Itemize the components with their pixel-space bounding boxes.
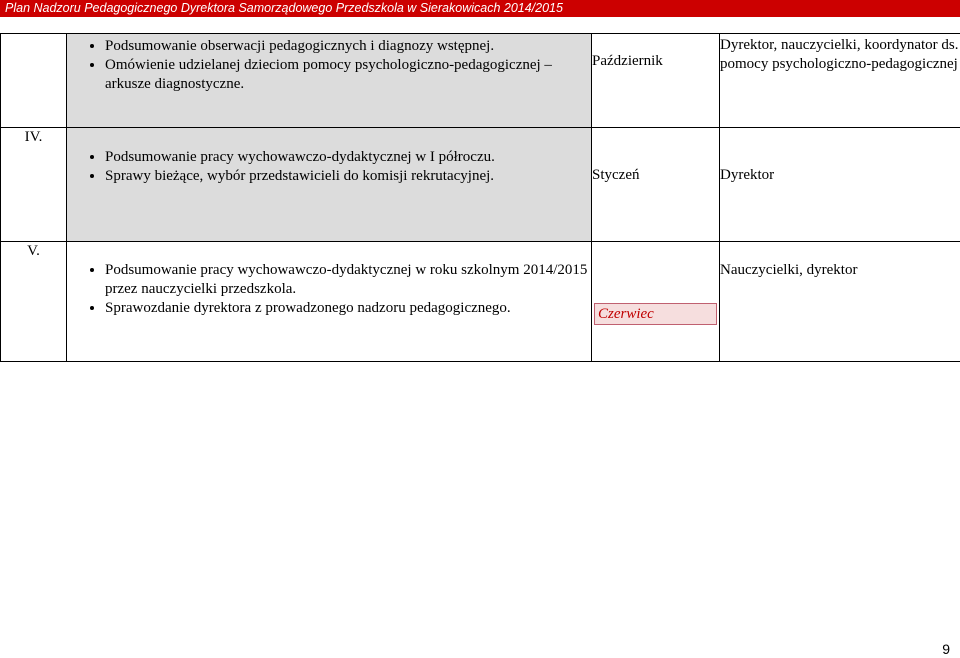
task-list <box>67 37 591 94</box>
task-item: • Sprawozdanie dyrektora z prowadzonego nadzoru pedagogicznego. <box>105 299 591 318</box>
task-item: • Podsumowanie pracy wychowawczo-dydaktycznej w I półroczu. <box>105 148 591 167</box>
task-list <box>67 148 591 186</box>
page-number: 9 <box>942 641 950 657</box>
row-number <box>1 34 67 128</box>
tasks-cell <box>67 34 592 128</box>
month-cell: Styczeń <box>592 128 720 242</box>
task-list <box>67 261 591 318</box>
task-item: • Omówienie udzielanej dzieciom pomocy psychologiczno-pedagogicznej – arkusze diagnostyczne. <box>105 56 591 94</box>
task-item: • Podsumowanie obserwacji pedagogicznych i diagnozy wstępnej. <box>105 37 591 56</box>
task-item: • Podsumowanie pracy wychowawczo-dydaktycznej w roku szkolnym 2014/2015 przez nauczycielki przedszkola. <box>105 261 591 299</box>
month-cell <box>592 242 720 362</box>
responsible-cell: Nauczycielki, dyrektor <box>720 242 960 362</box>
row-number: IV. <box>1 128 67 242</box>
supervision-plan-table <box>0 33 960 362</box>
month-cell: Październik <box>592 34 720 128</box>
responsible-cell: Dyrektor <box>720 128 960 242</box>
row-number: V. <box>1 242 67 362</box>
tasks-cell <box>67 128 592 242</box>
table-row <box>1 34 960 128</box>
task-item: • Sprawy bieżące, wybór przedstawicieli do komisji rekrutacyjnej. <box>105 167 591 186</box>
table-row <box>1 128 960 242</box>
responsible-cell: Dyrektor, nauczycielki, koordynator ds. pomocy psychologiczno-pedagogicznej <box>720 34 960 128</box>
tasks-cell <box>67 242 592 362</box>
document-header: Plan Nadzoru Pedagogicznego Dyrektora Samorządowego Przedszkola w Sierakowicach 2014/2015 <box>0 0 960 17</box>
highlighted-month: Czerwiec <box>594 303 717 325</box>
table-row <box>1 242 960 362</box>
